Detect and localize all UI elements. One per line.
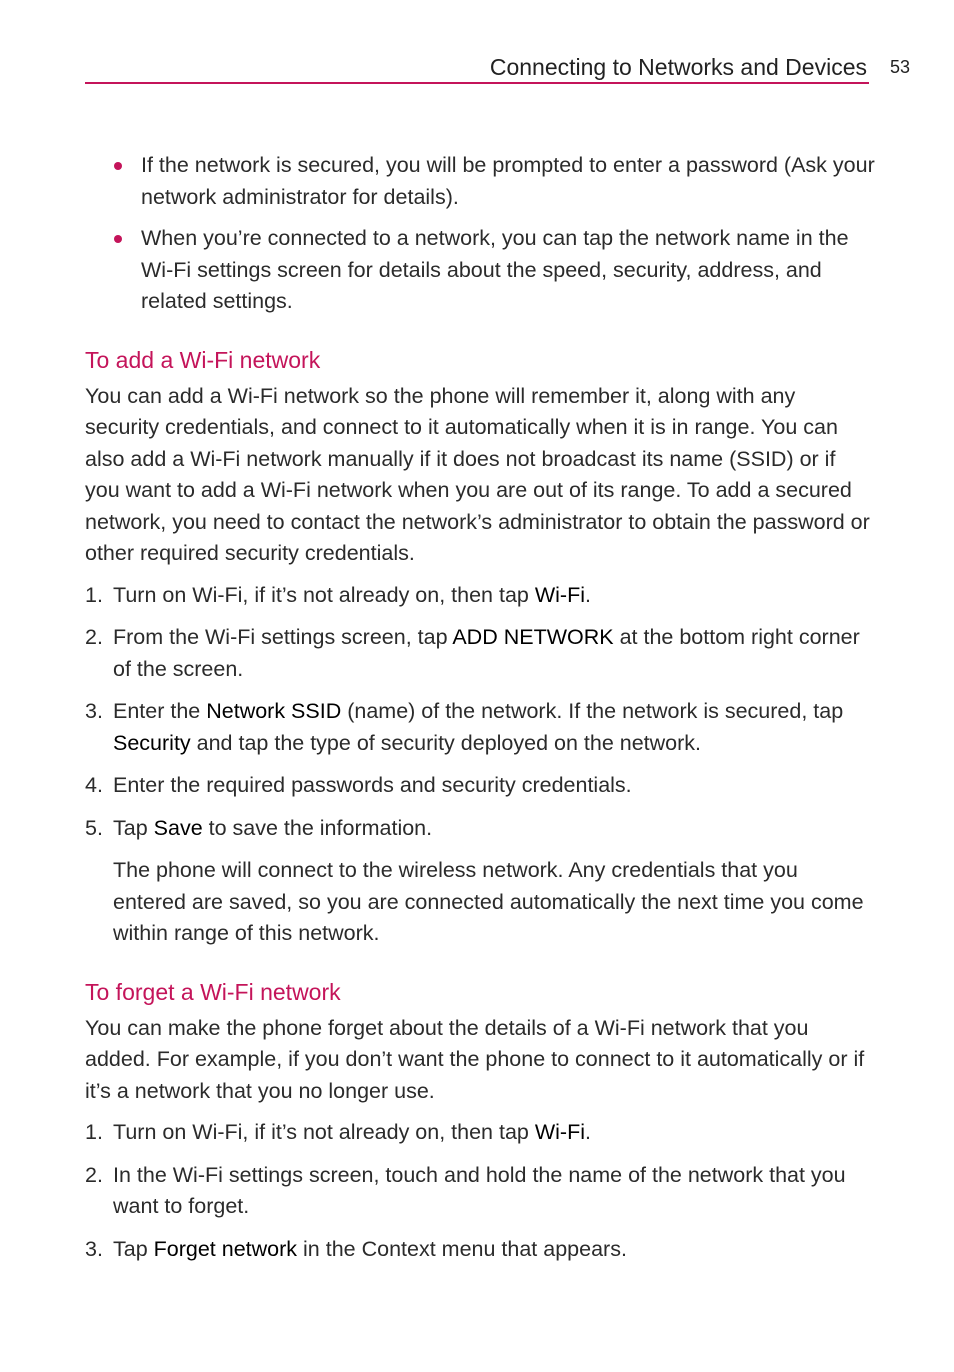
bullet-item: If the network is secured, you will be prompted to enter a password (Ask your network administrator for details). xyxy=(85,150,875,213)
forget-network-heading: To forget a Wi-Fi network xyxy=(85,978,341,1005)
step-item: 4. Enter the required passwords and security credentials. xyxy=(85,773,632,797)
chapter-title: Connecting to Networks and Devices xyxy=(489,54,867,80)
add-network-heading: To add a Wi-Fi network xyxy=(85,346,321,373)
ui-term: Network SSID xyxy=(206,699,342,723)
step-item: 1. Turn on Wi-Fi, if it’s not already on, then tap Wi-Fi. xyxy=(85,1120,591,1144)
add-network-steps xyxy=(85,580,875,845)
add-network-intro: You can add a Wi-Fi network so the phone will remember it, along with any security credentials, and connect to it automatically when it is in range. You can also add a Wi-Fi network manually if it does not broadcast its name (SSID) or if you want to add a Wi-Fi network when you are out of its range. To add a secured network, you need to contact the network’s administrator to obtain the password or other required security credentials. xyxy=(85,383,870,565)
bullet-item: When you’re connected to a network, you can tap the network name in the Wi-Fi settings screen for details about the speed, security, address, and related settings. xyxy=(85,223,875,318)
step-item: 3. Tap Forget network in the Context menu that appears. xyxy=(85,1236,627,1261)
page-content xyxy=(85,150,875,1276)
ui-term: Save xyxy=(153,815,203,840)
bullet-dot-icon xyxy=(114,235,122,243)
ui-term: Wi-Fi xyxy=(534,582,585,607)
ui-term: Wi-Fi xyxy=(534,1120,585,1144)
page-header xyxy=(85,54,869,84)
forget-network-steps xyxy=(85,1117,875,1265)
step-item: 2. In the Wi-Fi settings screen, touch and hold the name of the network that you want to forget. xyxy=(85,1162,846,1218)
bullet-list xyxy=(85,150,875,318)
step-item: 1. Turn on Wi-Fi, if it’s not already on, then tap Wi-Fi. xyxy=(85,582,591,607)
add-network-note: The phone will connect to the wireless network. Any credentials that you entered are saved, so you are connected automatically the next time you come within range of this network. xyxy=(113,858,864,945)
ui-term: ADD NETWORK xyxy=(452,625,614,649)
step-item: 3. Enter the Network SSID (name) of the network. If the network is secured, tap Security and tap the type of security deployed on the network. xyxy=(85,699,844,755)
step-item: 5. Tap Save to save the information. xyxy=(85,815,433,840)
ui-term: Security xyxy=(113,730,191,755)
page-number: 53 xyxy=(890,57,911,77)
step-item: 2. From the Wi-Fi settings screen, tap ADD NETWORK at the bottom right corner of the screen. xyxy=(85,625,860,681)
forget-network-intro: You can make the phone forget about the details of a Wi-Fi network that you added. For example, if you don’t want the phone to connect to it automatically or if it’s a network that you no longer use. xyxy=(85,1015,865,1103)
bullet-dot-icon xyxy=(114,162,122,170)
ui-term: Forget network xyxy=(153,1236,298,1261)
